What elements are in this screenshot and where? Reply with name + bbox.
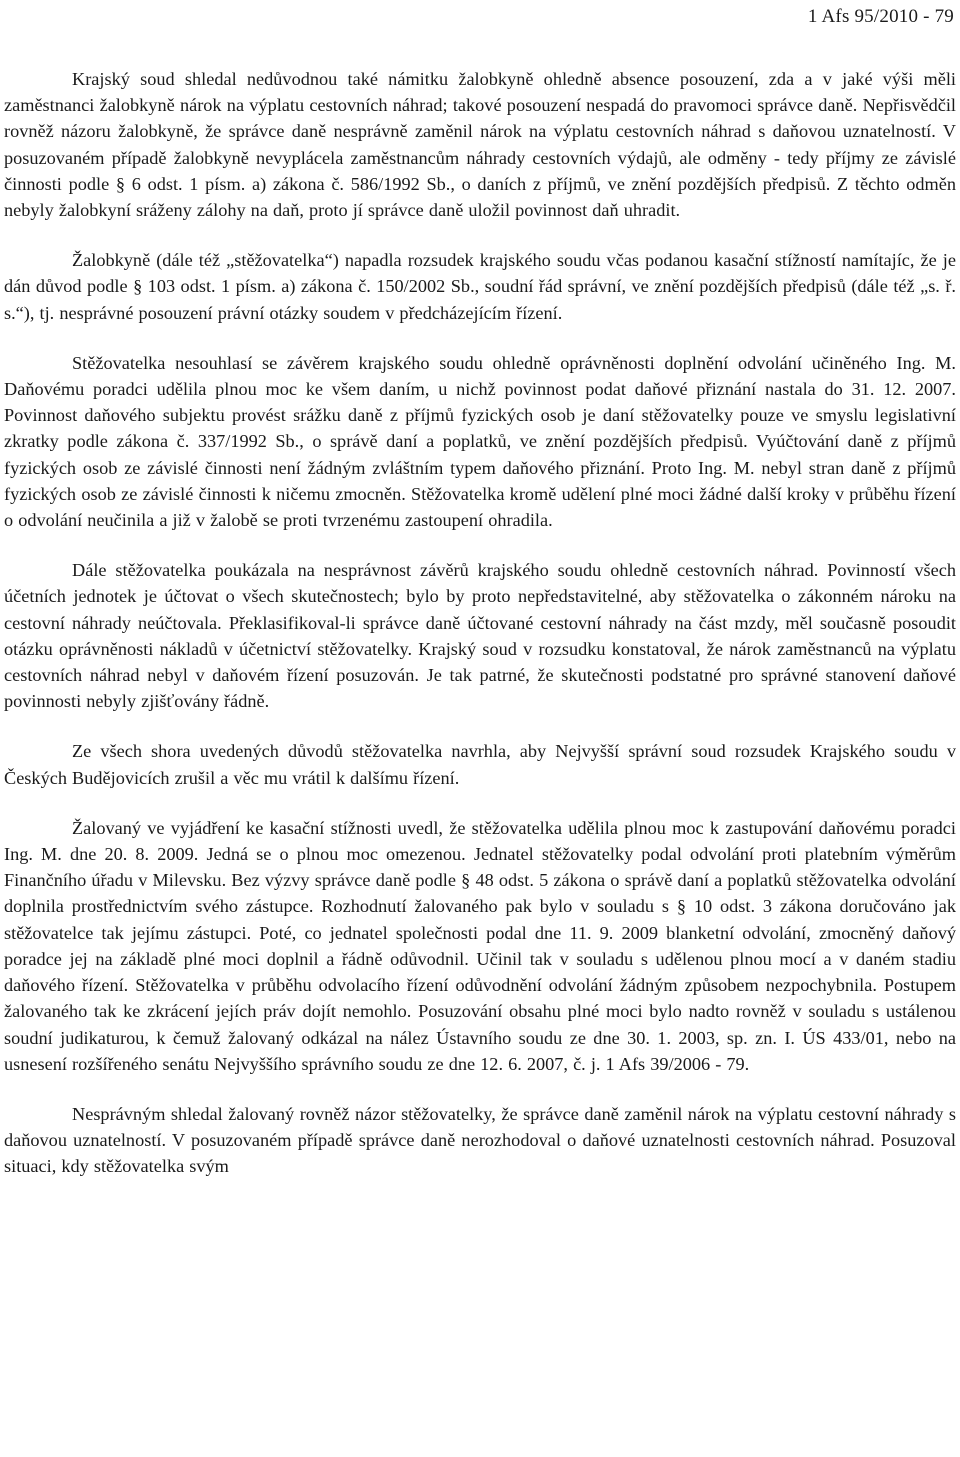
paragraph-defendant-statement: Žalovaný ve vyjádření ke kasační stížnosti uvedl, že stěžovatelka udělila plnou moc k zastupování daňovému poradci Ing. M. dne 20. 8. 2009. Jedná se o plnou moc omezenou. Jednatel stěžovatelky podal odvolání proti platebním výměrům Finančního úřadu v Milevsku. Bez výzvy správce daně podle § 48 odst. 5 zákona o správě daní a poplatků stěžovatelka odvolání doplnila prostřednictvím svého zástupce. Rozhodnutí žalovaného pak bylo v souladu s § 10 odst. 3 zákona doručováno jak stěžovatelce tak jejímu zástupci. Poté, co jednatel společnosti podal dne 11. 9. 2009 blanketní odvolání, zmocněný daňový poradce jej na základě plné moci doplnil a řádně odůvodnil. Učinil tak v souladu s udělenou plnou mocí a v daném stadiu daňového řízení. Stěžovatelka v průběhu odvolacího řízení odůvodnění odvolání žádným způsobem nezpochybnila. Postupem žalovaného tak ke zkrácení jejích práv dojít nemohlo. Posuzování obsahu plné moci bylo nadto rovněž v souladu s ustálenou soudní judikaturou, k čemuž žalovaný odkázal na nález Ústavního soudu ze dne 30. 1. 2003, sp. zn. I. ÚS 433/01, nebo na usnesení rozšířeného senátu Nejvyššího správního soudu ze dne 12. 6. 2007, č. j. 1 Afs 39/2006 - 79. — [4, 817, 956, 1074]
paragraph-travel-allowances: Dále stěžovatelka poukázala na nesprávnost závěrů krajského soudu ohledně cestovních náhrad. Povinností všech účetních jednotek je účtovat o všech skutečnostech; bylo by proto nepředstavitelné, aby stěžovatelka o zákonném nároku na cestovní náhrady neúčtovala. Překlasifikoval-li správce daně účtované cestovní náhrady na část mzdy, měl současně posoudit otázku oprávněnosti nákladů v účetnictví stěžovatelky. Krajský soud v rozsudku konstatoval, že nárok zaměstnanců na výplatu cestovních náhrad nebyl v daňovém řízení posuzován. Je tak patrné, že skutečnosti podstatné pro správné stanovení daňové povinnosti nebyly zjišťovány řádně. — [4, 560, 956, 712]
paragraph-cassation-complaint: Žalobkyně (dále též „stěžovatelka“) napadla rozsudek krajského soudu včas podanou kasační stížností namítajíc, že je dán důvod podle § 103 odst. 1 písm. a) zákona č. 150/2002 Sb., soudní řád správní, ve znění pozdějších předpisů (dále též „s. ř. s.“), tj. nesprávné posouzení právní otázky soudem v předcházejícím řízení. — [4, 250, 956, 323]
document-body — [4, 66, 956, 1180]
case-number-header: 1 Afs 95/2010 - 79 — [807, 6, 954, 27]
paragraph-defendant-rebuttal: Nesprávným shledal žalovaný rovněž názor stěžovatelky, že správce daně zaměnil nárok na výplatu cestovní náhrady s daňovou uznatelností. V posuzovaném případě správce daně nerozhodoval o daňové uznatelnosti cestovních náhrad. Posuzoval situaci, kdy stěžovatelka svým — [4, 1103, 956, 1177]
paragraph-regional-court-findings: Krajský soud shledal nedůvodnou také námitku žalobkyně ohledně absence posouzení, zda a v jaké výši měli zaměstnanci žalobkyně nárok na výplatu cestovních náhrad; takové posouzení nespadá do pravomoci správce daně. Nepřisvědčil rovněž názoru žalobkyně, že správce daně nesprávně zaměnil nárok na výplatu cestovních náhrad s daňovou uznatelností. V posuzovaném případě žalobkyně nevyplácela zaměstnancům náhrady cestovních výdajů, ale odměny - tedy příjmy ze závislé činnosti podle § 6 odst. 1 písm. a) zákona č. 586/1992 Sb., o daních z příjmů, ve znění pozdějších předpisů. Z těchto odměn nebyly žalobkyní sráženy zálohy na daň, proto jí správce daně uložil povinnost daň uhradit. — [4, 69, 956, 221]
paragraph-petition: Ze všech shora uvedených důvodů stěžovatelka navrhla, aby Nejvyšší správní soud rozsudek Krajského soudu v Českých Budějovicích zrušil a věc mu vrátil k dalšímu řízení. — [4, 741, 956, 788]
paragraph-tax-advisor-power-of-attorney: Stěžovatelka nesouhlasí se závěrem krajského soudu ohledně oprávněnosti doplnění odvolání učiněného Ing. M. Daňovému poradci udělila plnou moc ke všem daním, u nichž povinnost podat daňové přiznání nastala do 31. 12. 2007. Povinnost daňového subjektu provést srážku daně z příjmů fyzických osob je daní stěžovatelky pouze ve smyslu legislativní zkratky podle zákona č. 337/1992 Sb., o správě daní a poplatků, ve znění pozdějších předpisů. Vyúčtování daně z příjmů fyzických osob ze závislé činnosti není žádným zvláštním typem daňového přiznání. Proto Ing. M. nebyl stran daně z příjmů fyzických osob ze závislé činnosti k ničemu zmocněn. Stěžovatelka kromě udělení plné moci žádné další kroky v průběhu řízení o odvolání neučinila a již v žalobě se proti tvrzenému zastoupení ohradila. — [4, 352, 956, 531]
